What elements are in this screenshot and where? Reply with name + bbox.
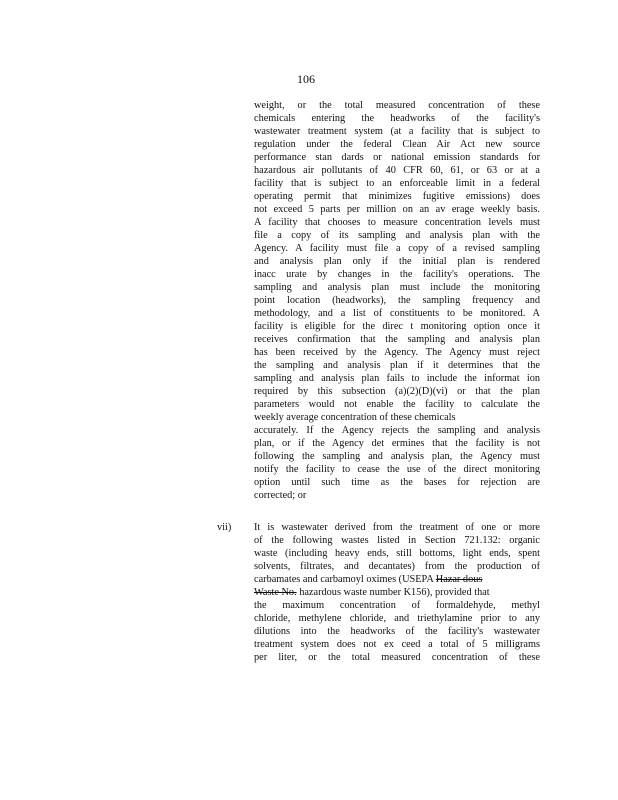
text-line: accurately. If the Agency rejects the sampling and analysis bbox=[254, 425, 540, 436]
text-segment: carbamates and carbamoyl oximes (USEPA bbox=[254, 574, 434, 585]
struck-text: Waste No. bbox=[254, 587, 297, 598]
text-line: not exceed 5 parts per million on an av erage weekly basis. bbox=[254, 204, 540, 215]
text-line: notify the facility to cease the use of the direct monitoring bbox=[254, 464, 540, 475]
text-line: wastewater treatment system (at a facility that is subject to bbox=[254, 126, 540, 137]
text-line bbox=[254, 574, 540, 586]
struck-text: Hazar dous bbox=[435, 574, 483, 585]
text-line: following the sampling and analysis plan, the Agency must bbox=[254, 451, 540, 462]
text-line: file a copy of its sampling and analysis plan with the bbox=[254, 230, 540, 241]
text-line: A facility that chooses to measure concentration levels must bbox=[254, 217, 540, 228]
text-line: performance stan dards or national emission standards for bbox=[254, 152, 540, 163]
text-line: Agency. A facility must file a copy of a revised sampling bbox=[254, 243, 540, 254]
page-number: 106 bbox=[297, 72, 315, 86]
text-line: regulation under the federal Clean Air Act new source bbox=[254, 139, 540, 150]
text-line: hazardous air pollutants of 40 CFR 60, 61, or 63 or at a bbox=[254, 165, 540, 176]
text-line: option until such time as the bases for rejection are bbox=[254, 477, 540, 488]
text-line: sampling and analysis plan must include the monitoring bbox=[254, 282, 540, 293]
text-line: of the following wastes listed in Section 721.132: organic bbox=[254, 535, 540, 546]
text-line: parameters would not enable the facility to calculate the bbox=[254, 399, 540, 410]
text-line: facility that is subject to an enforceable limit in a federal bbox=[254, 178, 540, 189]
text-line: point location (headworks), the sampling frequency and bbox=[254, 295, 540, 306]
text-line: treatment system does not ex ceed a total of 5 milligrams bbox=[254, 639, 540, 650]
text-line: solvents, filtrates, and decantates) from the production of bbox=[254, 561, 540, 572]
text-line: operating permit that minimizes fugitive emissions) does bbox=[254, 191, 540, 202]
text-line: inacc urate by changes in the facility's operations. The bbox=[254, 269, 540, 280]
text-line: receives confirmation that the sampling and analysis plan bbox=[254, 334, 540, 345]
text-line: It is wastewater derived from the treatment of one or more bbox=[254, 522, 540, 533]
text-line: and analysis plan only if the initial plan is rendered bbox=[254, 256, 540, 267]
text-line: methodology, and a list of constituents to be monitored. A bbox=[254, 308, 540, 319]
text-line: chloride, methylene chloride, and triethylamine prior to any bbox=[254, 613, 540, 624]
text-line: sampling and analysis plan fails to include the informat ion bbox=[254, 373, 540, 384]
text-line: dilutions into the headworks of the facility's wastewater bbox=[254, 626, 540, 637]
text-line: chemicals entering the headworks of the facility's bbox=[254, 113, 540, 124]
text-line: plan, or if the Agency det ermines that the facility is not bbox=[254, 438, 540, 449]
text-line: facility is eligible for the direc t monitoring option once it bbox=[254, 321, 540, 332]
subsection-label: vii) bbox=[217, 522, 232, 533]
text-line: the sampling and analysis plan if it determines that the bbox=[254, 360, 540, 371]
text-line: required by this subsection (a)(2)(D)(vi) or that the plan bbox=[254, 386, 540, 397]
text-line: weekly average concentration of these chemicals bbox=[254, 412, 456, 423]
text-segment: hazardous waste number K156), provided that bbox=[299, 587, 490, 598]
text-line: weight, or the total measured concentration of these bbox=[254, 100, 540, 111]
text-line: per liter, or the total measured concentration of these bbox=[254, 652, 540, 663]
text-line: waste (including heavy ends, still bottoms, light ends, spent bbox=[254, 548, 540, 559]
text-line: the maximum concentration of formaldehyde, methyl bbox=[254, 600, 540, 611]
text-line: corrected; or bbox=[254, 490, 307, 501]
text-line bbox=[254, 587, 540, 599]
text-line: has been received by the Agency. The Agency must reject bbox=[254, 347, 540, 358]
